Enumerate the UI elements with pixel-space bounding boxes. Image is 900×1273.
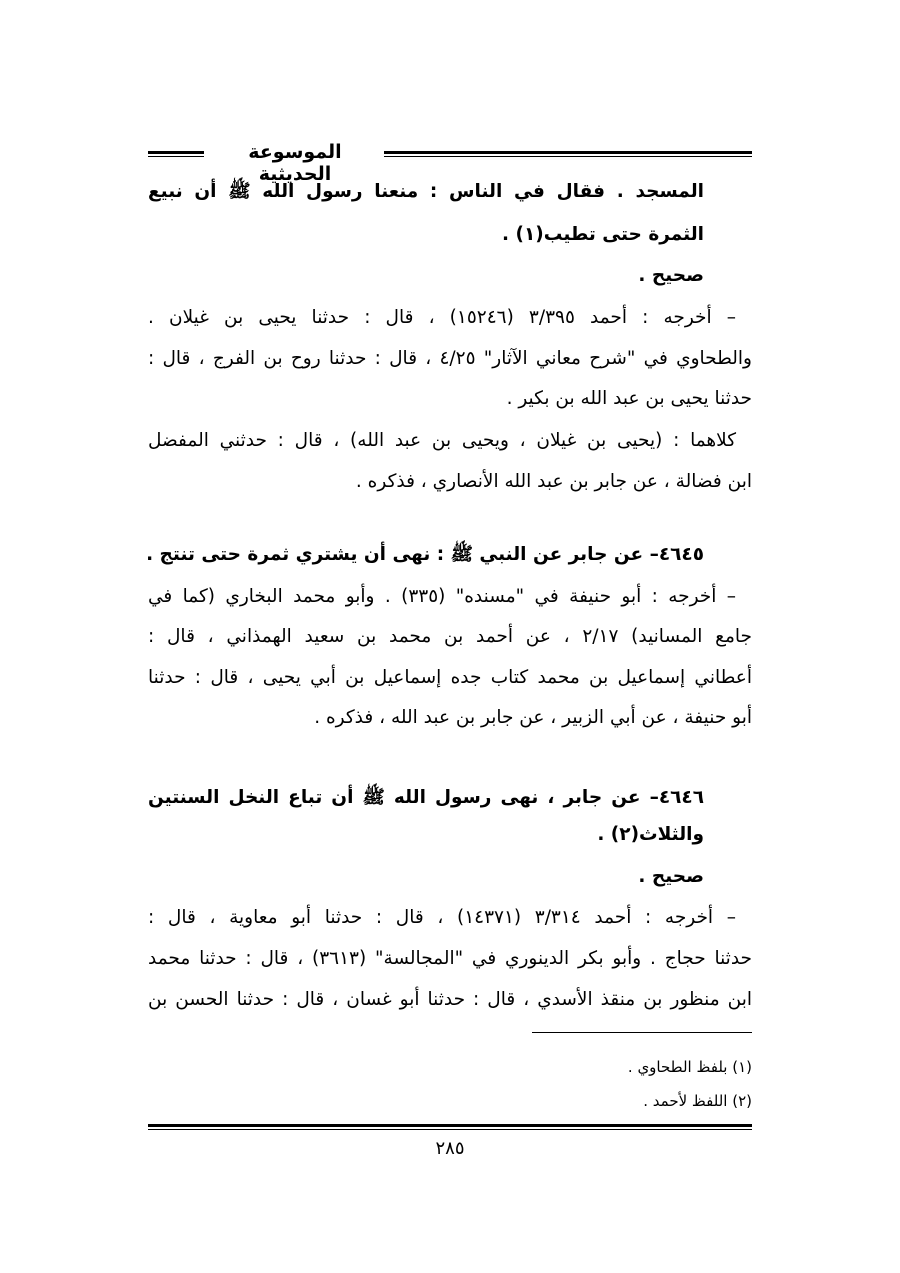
- footnote-separator: [532, 1032, 752, 1033]
- text-line: أعطاني إسماعيل بن محمد كتاب جده إسماعيل بن أبي يحيى ، قال : حدثنا: [148, 667, 752, 688]
- verdict-line: صحيح .: [638, 265, 704, 286]
- text-line: – أخرجه : أحمد ٣/٣٩٥ (١٥٢٤٦) ، قال : حدثنا يحيى بن غيلان .: [148, 307, 736, 328]
- footer-rule: [148, 1124, 752, 1130]
- text-line: – أخرجه : أبو حنيفة في "مسنده" (٣٣٥) . وأبو محمد البخاري (كما في: [148, 586, 736, 607]
- header-rule-right: [384, 151, 752, 157]
- header-rule-left: [148, 151, 204, 157]
- text-line: المسجد . فقال في الناس : منعنا رسول الله ﷺ أن نبيع: [148, 181, 704, 202]
- hadith-heading: ٤٦٤٥– عن جابر عن النبي ﷺ : نهى أن يشتري ثمرة حتى تنتج .: [146, 544, 704, 565]
- text-line: كلاهما : (يحيى بن غيلان ، ويحيى بن عبد الله) ، قال : حدثني المفضل: [148, 430, 736, 451]
- verdict-line: صحيح .: [638, 866, 704, 887]
- text-line: أبو حنيفة ، عن أبي الزبير ، عن جابر بن عبد الله ، فذكره .: [314, 707, 752, 728]
- text-line: ابن منظور بن منقذ الأسدي ، قال : حدثنا أبو غسان ، قال : حدثنا الحسن بن: [148, 989, 752, 1010]
- page-number: ٢٨٥: [435, 1138, 465, 1159]
- footnote: (١) بلفظ الطحاوي .: [627, 1058, 752, 1076]
- running-header: [148, 141, 752, 185]
- text-line: الثمرة حتى تطيب(١) .: [502, 224, 704, 245]
- text-line: والثلاث(٢) .: [597, 824, 704, 845]
- text-line: حدثنا يحيى بن عبد الله بن بكير .: [506, 388, 752, 409]
- text-line: ابن فضالة ، عن جابر بن عبد الله الأنصاري ، فذكره .: [355, 471, 752, 492]
- text-line: جامع المسانيد) ٢/١٧ ، عن أحمد بن محمد بن سعيد الهمذاني ، قال :: [148, 626, 752, 647]
- footnote: (٢) اللفظ لأحمد .: [643, 1092, 752, 1110]
- header-title: الموسوعة الحديثية: [248, 141, 342, 185]
- text-line: – أخرجه : أحمد ٣/٣١٤ (١٤٣٧١) ، قال : حدثنا أبو معاوية ، قال :: [148, 907, 736, 928]
- hadith-heading: ٤٦٤٦– عن جابر ، نهى رسول الله ﷺ أن تباع النخل السنتين: [148, 787, 704, 808]
- text-line: حدثنا حجاج . وأبو بكر الدينوري في "المجالسة" (٣٦١٣) ، قال : حدثنا محمد: [148, 948, 752, 969]
- text-line: والطحاوي في "شرح معاني الآثار" ٤/٢٥ ، قال : حدثنا روح بن الفرج ، قال :: [148, 348, 752, 369]
